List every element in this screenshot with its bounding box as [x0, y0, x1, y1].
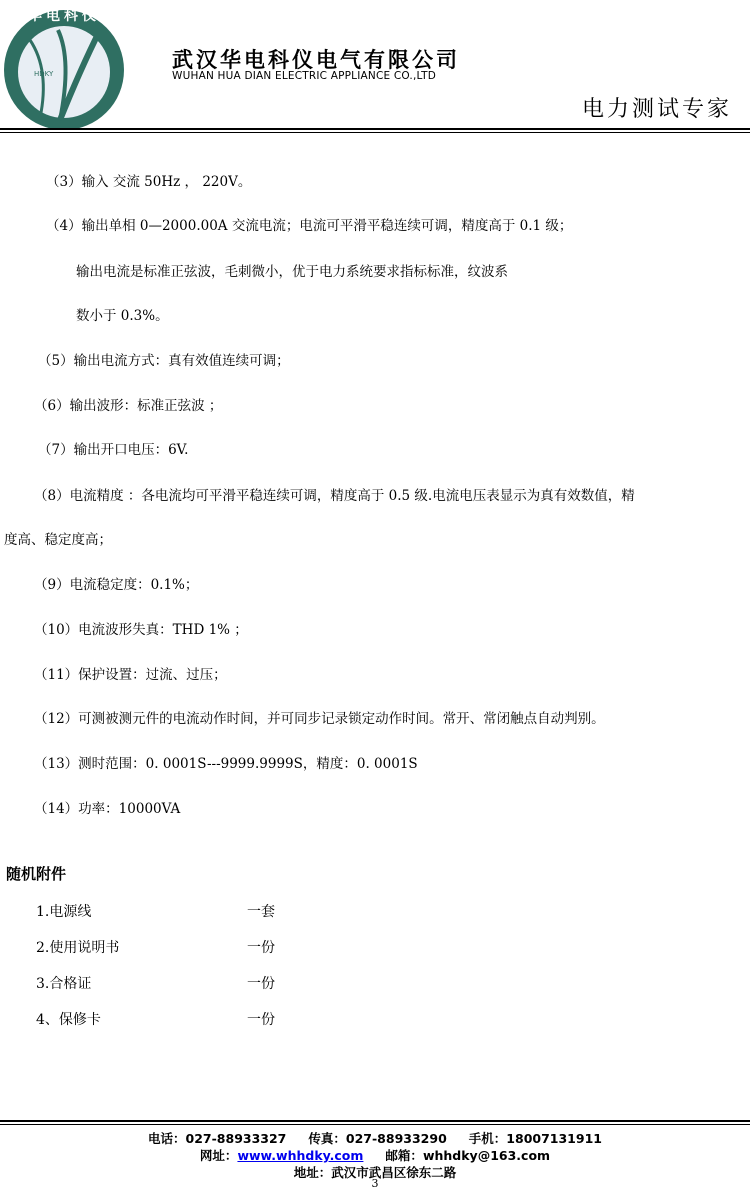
spec-line: （6）输出波形：标准正弦波 ； [34, 398, 223, 414]
spec-line: （10）电流波形失真：THD 1% ； [34, 622, 248, 638]
slogan: 电力测试专家 [581, 97, 732, 122]
phone-label: 电话： [148, 1131, 186, 1146]
spec-line: 度高、稳定度高； [4, 532, 112, 548]
spec-line: （12）可测被测元件的电流动作时间，并可同步记录锁定动作时间。常开、常闭触点自动判别。 [34, 711, 605, 727]
phone-number: 027-88933327 [185, 1131, 287, 1146]
spec-line: （9）电流稳定度：0.1%； [34, 577, 199, 593]
address: 武汉市武昌区徐东二路 [331, 1165, 457, 1180]
spec-line: 输出电流是标准正弦波，毛刺微小，优于电力系统要求指标标准，纹波系 [76, 264, 508, 280]
accessory-name: 4、保修卡 [36, 1012, 101, 1028]
accessory-name: 3.合格证 [36, 976, 92, 992]
mobile-label: 手机： [468, 1131, 507, 1146]
company-name-en: WUHAN HUA DIAN ELECTRIC APPLIANCE CO.,LTD [172, 70, 437, 82]
spec-line: （7）输出开口电压：6V. [38, 442, 189, 458]
spec-line: （11）保护设置：过流、过压； [34, 667, 227, 683]
footer-rule-thin [0, 1124, 750, 1125]
spec-line: 数小于 0.3%。 [76, 308, 169, 324]
spec-line: （5）输出电流方式：真有效值连续可调； [38, 353, 290, 369]
spec-line: （13）测时范围：0. 0001S---9999.9999S，精度：0. 0001S [34, 756, 418, 772]
fax-number: 027-88933290 [345, 1131, 447, 1146]
address-label: 地址： [293, 1165, 332, 1180]
email-label: 邮箱： [385, 1148, 423, 1163]
spec-line: （4）输出单相 0—2000.00A 交流电流；电流可平滑平稳连续可调，精度高于 0.1 级； [46, 218, 573, 234]
website-link[interactable]: www.whhdky.com [237, 1148, 364, 1163]
svg-text:HDKY: HDKY [34, 70, 54, 78]
svg-text:华电科仪: 华电科仪 [28, 8, 100, 24]
accessory-qty: 一份 [247, 976, 275, 992]
spec-line: （8）电流精度 ：各电流均可平滑平稳连续可调，精度高于 0.5 级.电流电压表显示为真有效数值，精 [34, 488, 635, 504]
accessory-qty: 一份 [247, 1012, 275, 1028]
accessory-qty: 一份 [247, 940, 275, 956]
accessory-name: 2.使用说明书 [36, 940, 120, 956]
footer-contact-row [0, 1129, 750, 1147]
company-logo [0, 0, 128, 135]
page-number: 3 [371, 1177, 379, 1190]
spec-line: （3）输入 交流 50Hz ， 220V。 [46, 174, 252, 190]
fax-label: 传真： [308, 1131, 346, 1146]
footer-rule [0, 1120, 750, 1122]
email-address: whhdky@163.com [422, 1148, 551, 1163]
accessory-name: 1.电源线 [36, 904, 92, 920]
website-label: 网址： [199, 1148, 238, 1163]
accessory-qty: 一套 [247, 904, 275, 920]
letterhead [0, 0, 750, 140]
header-rule [0, 128, 750, 130]
footer-web-row [0, 1146, 750, 1164]
company-name-cn: 武汉华电科仪电气有限公司 [172, 48, 460, 72]
spec-line: （14）功率：10000VA [34, 801, 181, 817]
accessories-heading: 随机附件 [6, 865, 67, 883]
header-rule-thin [0, 132, 750, 133]
mobile-number: 18007131911 [506, 1131, 602, 1146]
